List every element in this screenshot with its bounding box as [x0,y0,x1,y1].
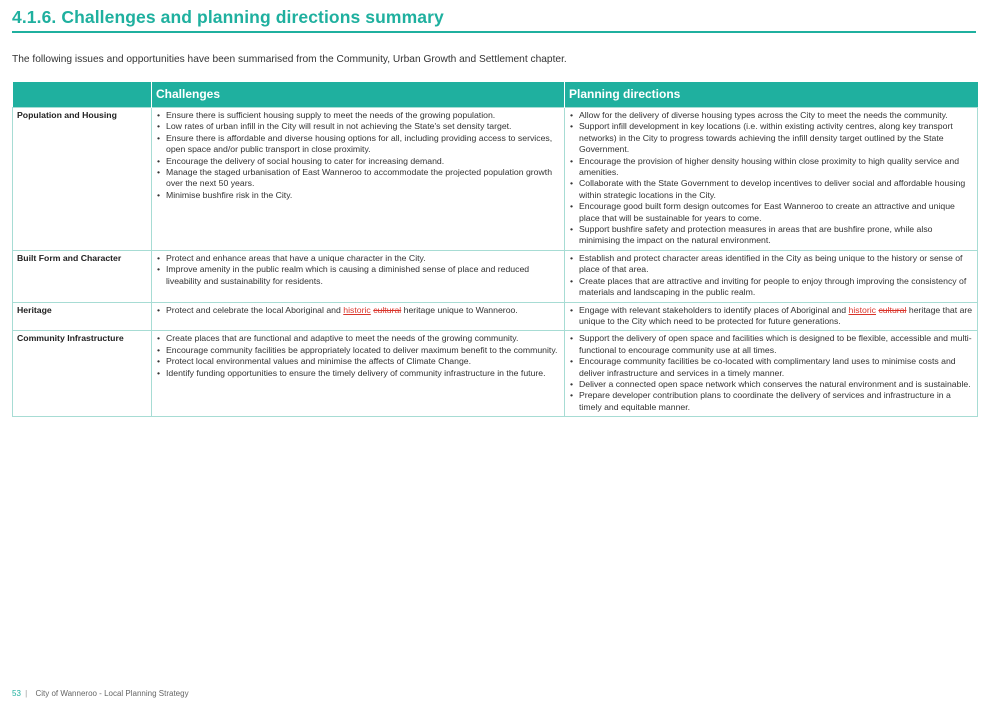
table-row-heritage [13,302,978,331]
list-item: • Minimise bushfire risk in the City. [156,190,560,201]
list-item: • Deliver a connected open space network which conserves the natural environment and is sustainable. [569,379,973,390]
challenges-cell [152,108,565,251]
list-item: • Allow for the delivery of diverse housing types across the City to meet the needs the community. [569,110,973,121]
list-item: • Low rates of urban infill in the City will result in not achieving the State's set density target. [156,121,560,132]
list-item: • Create places that are attractive and inviting for people to enjoy through improving the consistency of materials and landscaping in the public realm. [569,276,973,299]
list-item: • Protect and enhance areas that have a unique character in the City. [156,253,560,264]
directions-cell [565,250,978,302]
row-label: Heritage [13,302,152,331]
table-header-row [13,82,978,108]
page-footer [12,689,189,698]
text-after: heritage that are unique to the City which need to be protected for future generations. [579,304,973,326]
list-item: • Ensure there is sufficient housing supply to meet the needs of the growing population. [156,110,560,121]
directions-cell [565,108,978,251]
challenges-list [156,253,560,287]
text-before: Engage with relevant stakeholders to identify places of Aboriginal and [579,304,849,315]
challenges-list [156,333,560,379]
deleted-text: cultural [878,304,907,315]
table-row-built-form [13,250,978,302]
list-item: • Support infill development in key locations (i.e. within existing activity centres, along key transport networks) in the City to progress towards achieving the infill density target outlined by the State Government. [569,121,973,155]
row-label: Built Form and Character [13,250,152,302]
list-item: • Encourage good built form design outcomes for East Wanneroo to create an attractive and unique place that will be sustainable for years to come. [569,201,973,224]
list-item: • Encourage community facilities be appropriately located to deliver maximum benefit to the community. [156,345,560,356]
row-label: Community Infrastructure [13,331,152,417]
list-item: • Establish and protect character areas identified in the City as being unique to the history or sense of place of that area. [569,253,973,276]
header-blank [13,82,152,108]
table-row-community-infrastructure [13,331,978,417]
directions-list [569,253,973,299]
list-item: • Encourage community facilities be co-located with complimentary land uses to minimise costs and deliver infrastructure and services in a timely manner. [569,356,973,379]
directions-cell [565,302,978,331]
list-item: • Support the delivery of open space and facilities which is designed to be flexible, accessible and multi-functional to encourage community use at all times. [569,333,973,356]
list-item [569,305,973,328]
directions-list [569,305,973,328]
challenges-list [156,305,560,316]
list-item: • Collaborate with the State Government to develop incentives to deliver social and affordable housing within strategic locations in the City. [569,178,973,201]
list-item: • Improve amenity in the public realm which is causing a diminished sense of place and reduced liveability and sustainability for residents. [156,264,560,287]
list-item: • Create places that are functional and adaptive to meet the needs of the growing community. [156,333,560,344]
list-item: • Encourage the provision of higher density housing within close proximity to high quality service and amenities. [569,156,973,179]
summary-table [12,82,978,417]
list-item: • Support bushfire safety and protection measures in areas that are bushfire prone, while also minimising the impact on the natural environment. [569,224,973,247]
inserted-text: historic [343,304,371,315]
list-item: • Ensure there is affordable and diverse housing options for all, including providing access to services, open space and/or public transport in close proximity. [156,133,560,156]
intro-paragraph: The following issues and opportunities have been summarised from the Community, Urban Growth and Settlement chapter. [12,54,567,65]
page-number: 53 [12,689,21,698]
list-item: • Protect local environmental values and minimise the affects of Climate Change. [156,356,560,367]
header-challenges: Challenges [152,82,565,108]
list-item: • Manage the staged urbanisation of East Wanneroo to accommodate the projected population growth over the next 50 years. [156,167,560,190]
row-label: Population and Housing [13,108,152,251]
list-item [156,305,560,316]
challenges-cell [152,331,565,417]
directions-list [569,110,973,247]
page-title: 4.1.6. Challenges and planning directions summary [12,7,444,27]
list-item: • Identify funding opportunities to ensure the timely delivery of community infrastructure in the future. [156,368,560,379]
directions-cell [565,331,978,417]
challenges-cell [152,302,565,331]
title-divider [12,31,976,33]
document-title: City of Wanneroo - Local Planning Strategy [35,689,189,698]
text-before: Protect and celebrate the local Aboriginal and [166,304,344,315]
challenges-list [156,110,560,201]
deleted-text: cultural [373,304,402,315]
text-after: heritage unique to Wanneroo. [401,304,518,315]
footer-separator: | [25,689,28,698]
table-row-population-housing [13,108,978,251]
header-planning-directions: Planning directions [565,82,978,108]
directions-list [569,333,973,413]
inserted-text: historic [848,304,877,315]
list-item: • Prepare developer contribution plans to coordinate the delivery of services and infrastructure in a timely and equitable manner. [569,390,973,413]
list-item: • Encourage the delivery of social housing to cater for increasing demand. [156,156,560,167]
challenges-cell [152,250,565,302]
